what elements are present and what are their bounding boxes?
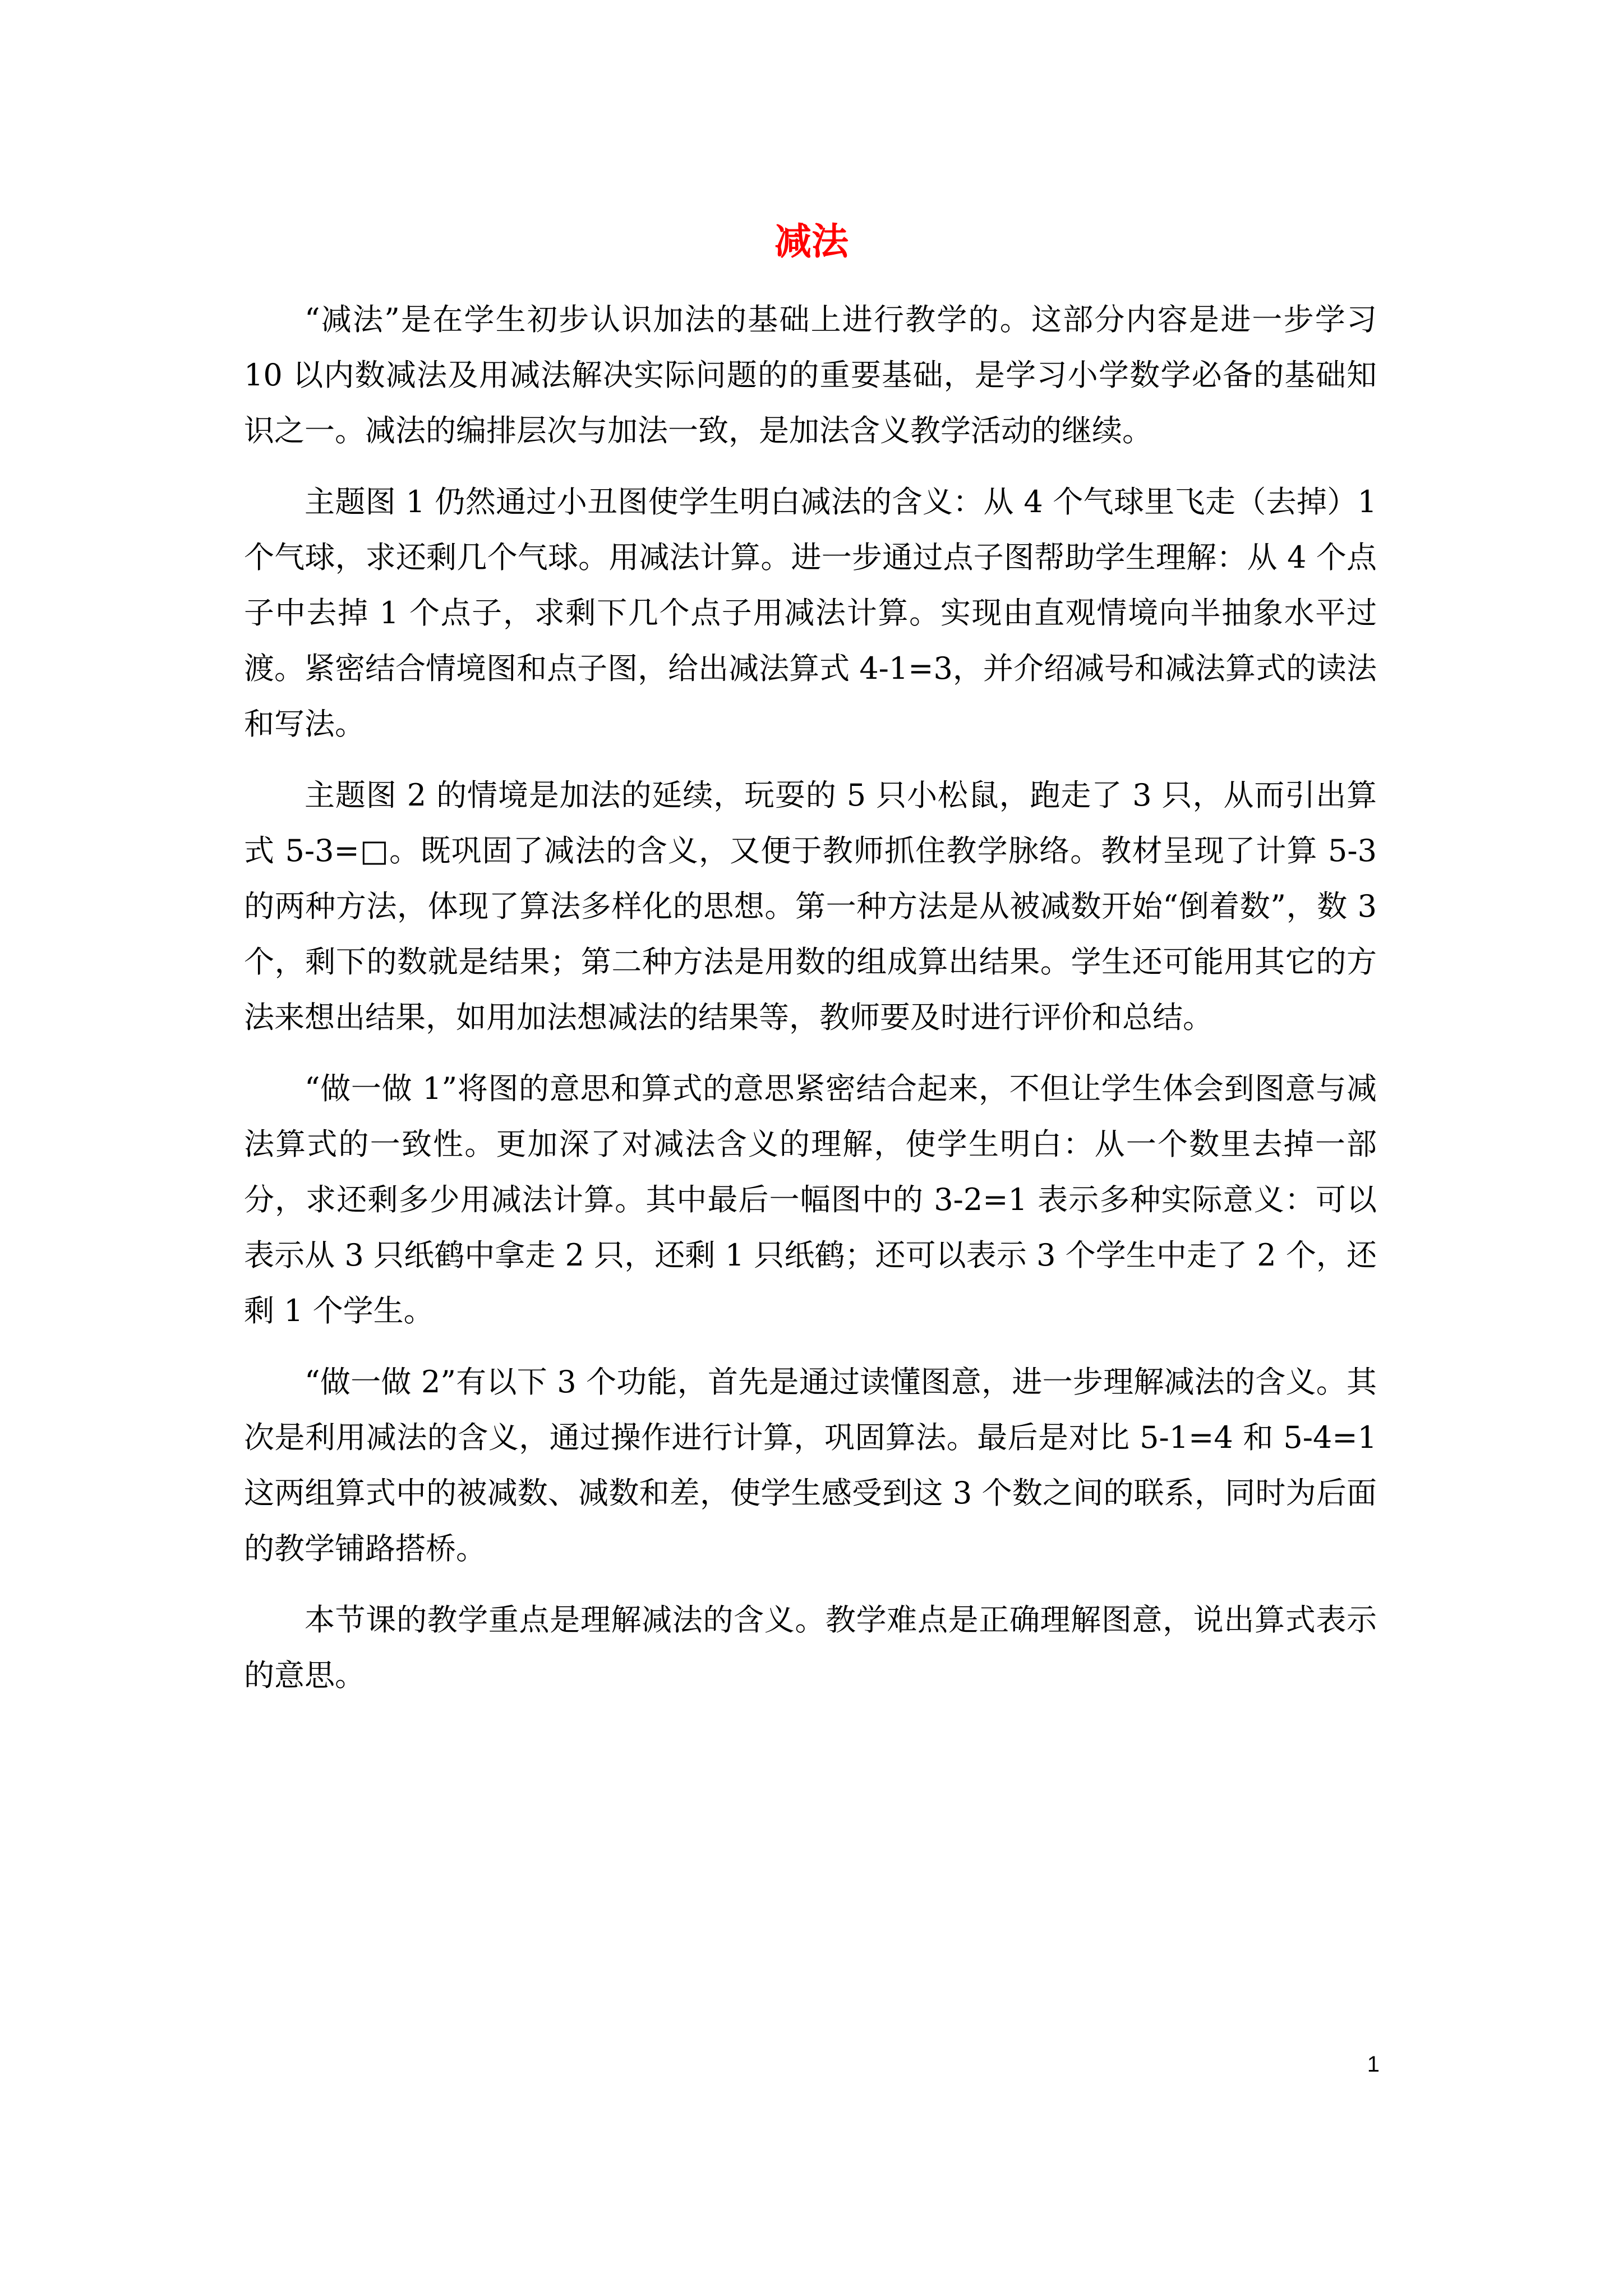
paragraph-exercise-2: “做一做 2”有以下 3 个功能，首先是通过读懂图意，进一步理解减法的含义。其次是利用减法的含义，通过操作进行计算，巩固算法。最后是对比 5-1=4 和 5-4=1 这两组算式中的被减数、减数和差，使学生感受到这 3 个数之间的联系，同时为后面的教学铺路搭桥。 [244, 1364, 1377, 1566]
paragraph-theme-1: 主题图 1 仍然通过小丑图使学生明白减法的含义：从 4 个气球里飞走（去掉）1 个气球，求还剩几个气球。用减法计算。进一步通过点子图帮助学生理解：从 4 个点子中去掉 1 个点子，求剩下几个点子用减法计算。实现由直观情境向半抽象水平过渡。紧密结合情境图和点子图，给出减法算式 4-1=3，并介绍减号和减法算式的读法和写法。 [244, 484, 1377, 742]
document-title: 减法 [774, 219, 849, 263]
paragraph-intro: “减法”是在学生初步认识加法的基础上进行教学的。这部分内容是进一步学习 10 以内数减法及用减法解决实际问题的的重要基础，是学习小学数学必备的基础知识之一。减法的编排层次与加法一致，是加法含义教学活动的继续。 [244, 302, 1377, 448]
paragraph-exercise-1: “做一做 1”将图的意思和算式的意思紧密结合起来，不但让学生体会到图意与减法算式的一致性。更加深了对减法含义的理解，使学生明白：从一个数里去掉一部分，求还剩多少用减法计算。其中最后一幅图中的 3-2=1 表示多种实际意义：可以表示从 3 只纸鹤中拿走 2 只，还剩 1 只纸鹤；还可以表示 3 个学生中走了 2 个，还剩 1 个学生。 [244, 1071, 1377, 1328]
page-number: 1 [1367, 2052, 1380, 2077]
document-body [244, 292, 1377, 1719]
paragraph-theme-2: 主题图 2 的情境是加法的延续，玩耍的 5 只小松鼠，跑走了 3 只，从而引出算式 5-3=□。既巩固了减法的含义，又便于教师抓住教学脉络。教材呈现了计算 5-3 的两种方法，体现了算法多样化的思想。第一种方法是从被减数开始“倒着数”，数 3 个，剩下的数就是结果；第二种方法是用数的组成算出结果。学生还可能用其它的方法来想出结果，如用加法想减法的结果等，教师要及时进行评价和总结。 [244, 777, 1377, 1035]
paragraph-key-points: 本节课的教学重点是理解减法的含义。教学难点是正确理解图意，说出算式表示的意思。 [244, 1602, 1377, 1693]
